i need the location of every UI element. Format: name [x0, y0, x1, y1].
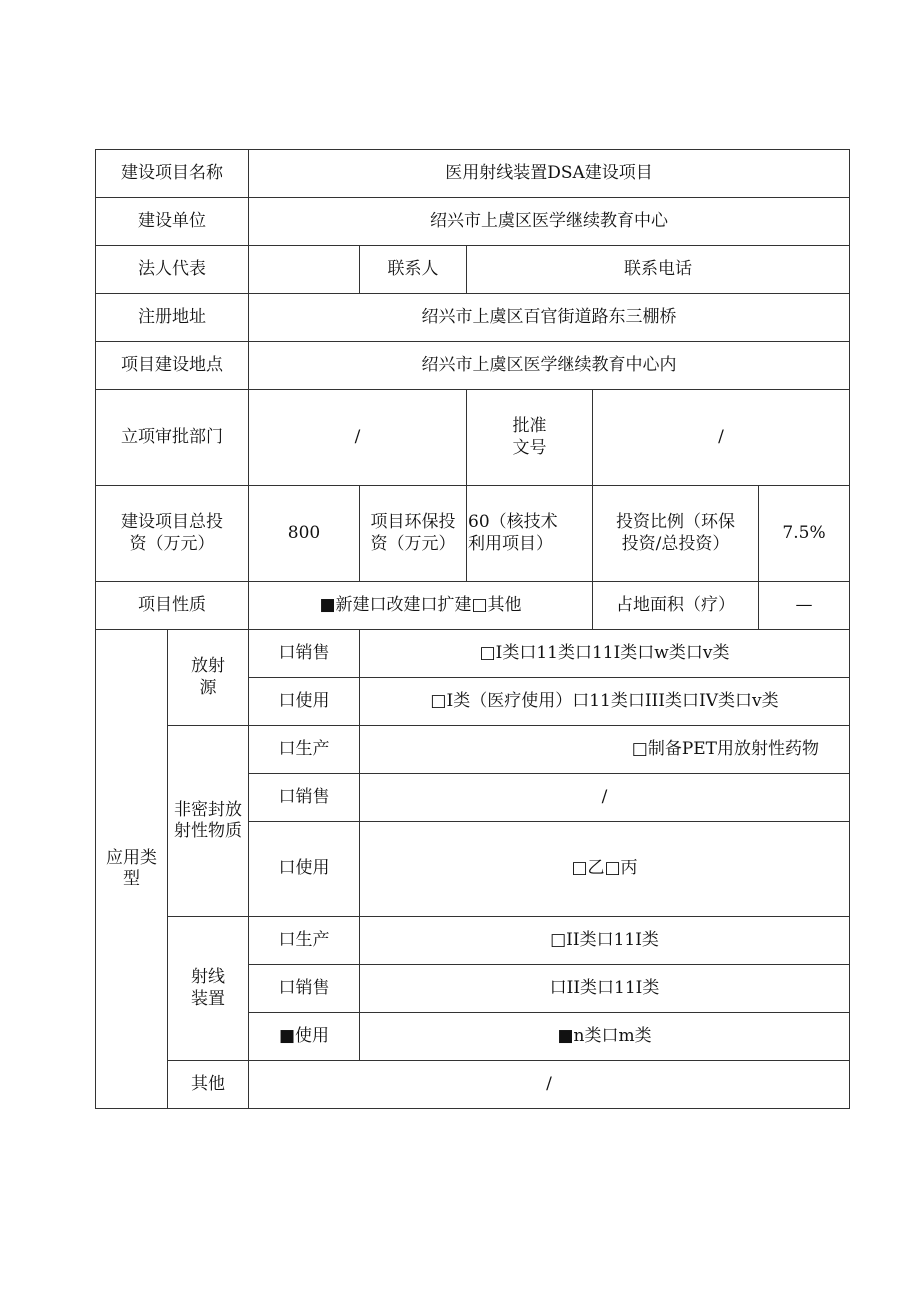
ratio-label-line1: 投资比例（环保: [616, 512, 735, 533]
project-info-table: [95, 149, 850, 1109]
row-investment: [96, 486, 850, 582]
device-use-label: ■使用: [249, 1013, 360, 1061]
application-label-line1: 应用类: [106, 847, 157, 868]
device-label: [168, 917, 249, 1061]
unsealed-label-line2: 射性物质: [174, 821, 242, 841]
total-investment-label: [96, 486, 249, 582]
row-unsealed-produce: [96, 726, 850, 774]
unsealed-sale-value: /: [360, 774, 850, 822]
address-label: 注册地址: [96, 294, 249, 342]
unit-label: 建设单位: [96, 198, 249, 246]
row-unit: [96, 198, 850, 246]
device-sale-label: 口销售: [249, 965, 360, 1013]
row-legal: [96, 246, 850, 294]
nature-value: ■新建口改建口扩建□其他: [249, 582, 593, 630]
doc-label-line2: 文号: [512, 437, 547, 458]
source-sale-label: 口销售: [249, 630, 360, 678]
device-produce-value: □II类口11I类: [360, 917, 850, 965]
device-sale-value: 口II类口11I类: [360, 965, 850, 1013]
approval-label: 立项审批部门: [96, 390, 249, 486]
nature-label: 项目性质: [96, 582, 249, 630]
area-value: —: [759, 582, 850, 630]
row-site: [96, 342, 850, 390]
device-use-value: ■n类口m类: [360, 1013, 850, 1061]
env-label-line1: 项目环保投: [370, 512, 456, 533]
unsealed-label-line1: 非密封放: [174, 799, 242, 820]
other-label: 其他: [168, 1061, 249, 1109]
legal-value: [249, 246, 360, 294]
total-label-line2: 资（万元）: [129, 533, 215, 554]
doc-number-label: [467, 390, 593, 486]
legal-label: 法人代表: [96, 246, 249, 294]
doc-number-value: /: [593, 390, 850, 486]
source-label: [168, 630, 249, 726]
project-name-label: 建设项目名称: [96, 150, 249, 198]
row-source-sale: [96, 630, 850, 678]
device-label-line1: 射线: [191, 967, 225, 988]
unsealed-use-value: □乙□丙: [360, 822, 850, 917]
row-nature: [96, 582, 850, 630]
site-value: 绍兴市上虞区医学继续教育中心内: [249, 342, 850, 390]
approval-value: /: [249, 390, 467, 486]
unsealed-use-label: 口使用: [249, 822, 360, 917]
site-label: 项目建设地点: [96, 342, 249, 390]
source-label-line1: 放射: [191, 656, 225, 677]
unsealed-label: [168, 726, 249, 917]
row-other: [96, 1061, 850, 1109]
env-investment-value: [467, 486, 593, 582]
ratio-value: 7.5%: [759, 486, 850, 582]
row-device-produce: [96, 917, 850, 965]
phone-label: 联系电话: [467, 246, 850, 294]
total-label-line1: 建设项目总投: [121, 512, 223, 533]
unsealed-produce-value: □制备PET用放射性药物: [360, 726, 850, 774]
unsealed-sale-label: 口销售: [249, 774, 360, 822]
application-type-label: [96, 630, 168, 1109]
area-label: 占地面积（疗）: [593, 582, 759, 630]
application-label-line2: 型: [123, 869, 140, 889]
row-approval: [96, 390, 850, 486]
unit-value: 绍兴市上虞区医学继续教育中心: [249, 198, 850, 246]
doc-label-line1: 批准: [512, 416, 547, 437]
unsealed-produce-label: 口生产: [249, 726, 360, 774]
source-use-value: □I类（医疗使用）口11类口III类口IV类口v类: [360, 678, 850, 726]
source-use-label: 口使用: [249, 678, 360, 726]
project-name-value: 医用射线装置DSA建设项目: [249, 150, 850, 198]
env-investment-label: [360, 486, 467, 582]
env-value-line1: 60（核技术: [468, 512, 558, 533]
source-sale-value: □I类口11类口11I类口w类口v类: [360, 630, 850, 678]
source-label-line2: 源: [199, 677, 217, 698]
ratio-label: [593, 486, 759, 582]
total-investment-value: 800: [249, 486, 360, 582]
device-produce-label: 口生产: [249, 917, 360, 965]
ratio-label-line2: 投资/总投资）: [621, 533, 730, 554]
row-address: [96, 294, 850, 342]
address-value: 绍兴市上虞区百官街道路东三棚桥: [249, 294, 850, 342]
env-value-line2: 利用项目）: [468, 533, 553, 554]
row-project-name: [96, 150, 850, 198]
device-label-line2: 装置: [191, 988, 225, 1009]
contact-label: 联系人: [360, 246, 467, 294]
env-label-line2: 资（万元）: [370, 533, 456, 554]
other-value: /: [249, 1061, 850, 1109]
